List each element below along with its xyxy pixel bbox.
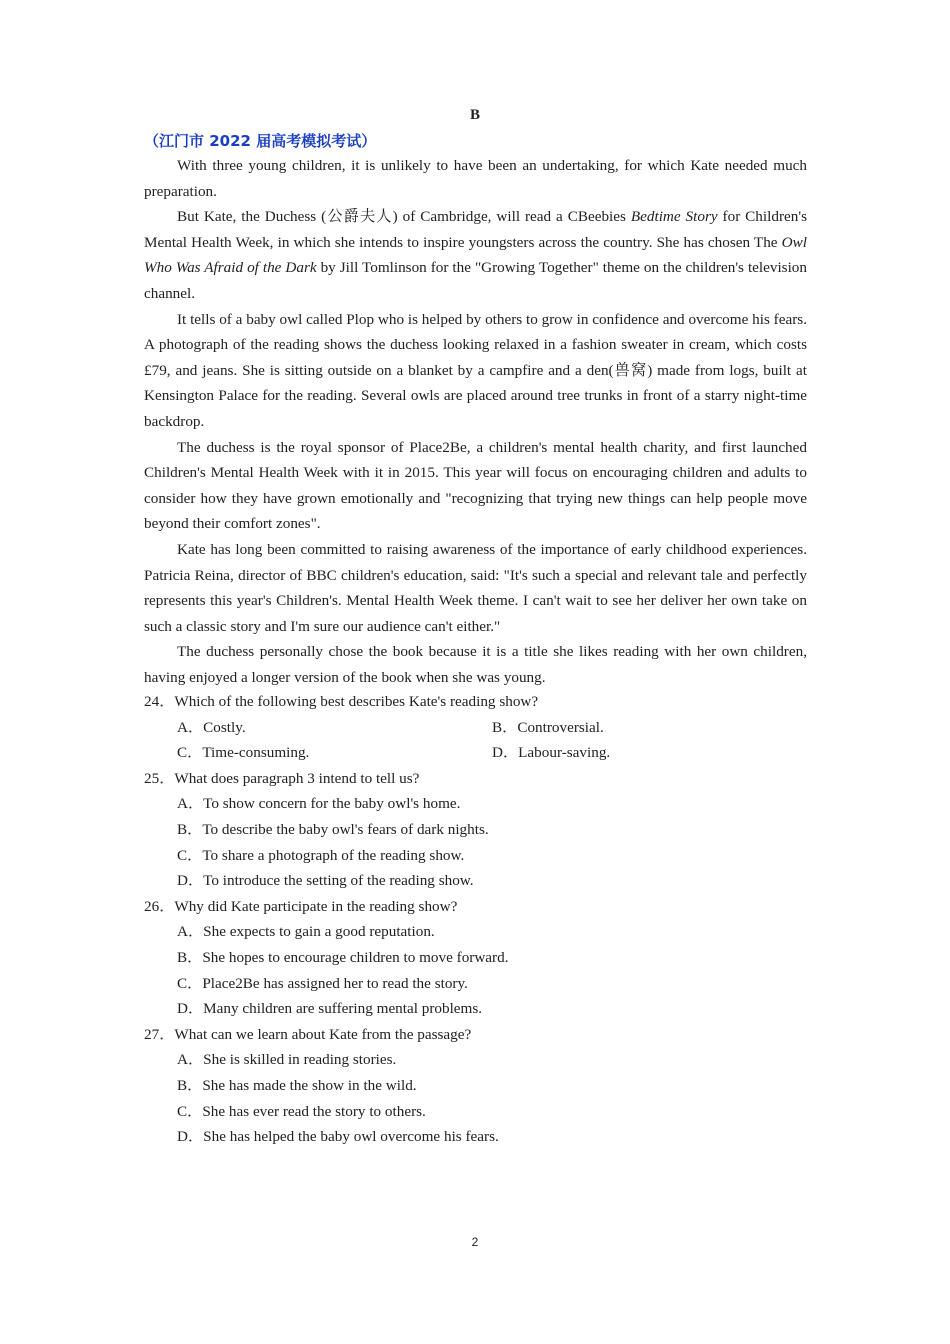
option-26-b: B．She hopes to encourage children to move forward. bbox=[177, 948, 509, 966]
option-25-c: C．To share a photograph of the reading show. bbox=[177, 846, 465, 864]
paragraph-1: With three young children, it is unlikely to have been an undertaking, for which Kate needed much preparation. bbox=[144, 157, 807, 200]
paragraph-6: The duchess personally chose the book because it is a title she likes reading with her own children, having enjoyed a longer version of the book when she was young. bbox=[144, 643, 807, 686]
questions bbox=[144, 689, 807, 1150]
book-title-bedtime-story: Bedtime Story bbox=[630, 208, 718, 226]
paragraph-2: But Kate, the Duchess (公爵夫人) of Cambridge, will read a CBeebies Bedtime Story for Children's Mental Health Week, in which she intends to inspire youngsters across the country. She has chosen The Owl Who Was Afraid of the Dark by Jill Tomlinson for the "Growing Together" theme on the children's television channel. bbox=[144, 208, 807, 302]
option-25-b: B．To describe the baby owl's fears of dark nights. bbox=[177, 820, 489, 838]
book-title-owl: Owl Who Was Afraid of the Dark bbox=[144, 233, 807, 277]
section-letter: B bbox=[469, 107, 480, 123]
paragraph-5: Kate has long been committed to raising awareness of the importance of early childhood experiences. Patricia Reina, director of BBC children's education, said: "It's such a special and relevant tale and perfectly represents this year's Children's. Mental Health Week theme. I can't wait to see her deliver her own take on such a classic story and I'm sure our audience can't either." bbox=[144, 540, 807, 635]
paragraph-4: The duchess is the royal sponsor of Place2Be, a children's mental health charity, and first launched Children's Mental Health Week with it in 2015. This year will focus on encouraging children and adults to consider how they have grown emotionally and "recognizing that trying new things can help people move beyond their comfort zones". bbox=[144, 438, 807, 533]
option-27-d: D．She has helped the baby owl overcome his fears. bbox=[177, 1128, 499, 1146]
option-24-a: A．Costly. bbox=[177, 718, 246, 736]
option-25-a: A．To show concern for the baby owl's home. bbox=[177, 795, 461, 813]
question-25: 25．What does paragraph 3 intend to tell us? bbox=[144, 769, 420, 787]
question-24: 24．Which of the following best describes Kate's reading show? bbox=[144, 693, 539, 710]
option-24-d: D．Labour-saving. bbox=[492, 744, 611, 762]
option-27-b: B．She has made the show in the wild. bbox=[177, 1076, 417, 1094]
question-27: 27．What can we learn about Kate from the passage? bbox=[144, 1025, 472, 1043]
passage bbox=[144, 153, 807, 690]
option-26-a: A．She expects to gain a good reputation. bbox=[177, 923, 435, 941]
option-27-a: A．She is skilled in reading stories. bbox=[177, 1051, 397, 1069]
question-26: 26．Why did Kate participate in the reading show? bbox=[144, 897, 458, 915]
paragraph-3: It tells of a baby owl called Plop who is helped by others to grow in confidence and overcome his fears. A photograph of the reading shows the duchess looking relaxed in a fashion sweater in cream, which costs £79, and jeans. She is sitting outside on a blanket by a campfire and a den(兽窝) made from logs, built at Kensington Palace for the reading. Several owls are placed around tree trunks in front of a starry night-time backdrop. bbox=[144, 310, 807, 430]
source-label: （江门市 2022 届高考模拟考试） bbox=[144, 132, 377, 150]
option-24-c: C．Time-consuming. bbox=[177, 744, 310, 762]
option-24-b: B．Controversial. bbox=[492, 718, 604, 736]
option-27-c: C．She has ever read the story to others. bbox=[177, 1102, 426, 1120]
option-26-d: D．Many children are suffering mental problems. bbox=[177, 1000, 483, 1018]
option-25-d: D．To introduce the setting of the reading show. bbox=[177, 872, 474, 890]
page-number: 2 bbox=[471, 1235, 479, 1249]
option-26-c: C．Place2Be has assigned her to read the story. bbox=[177, 974, 468, 992]
